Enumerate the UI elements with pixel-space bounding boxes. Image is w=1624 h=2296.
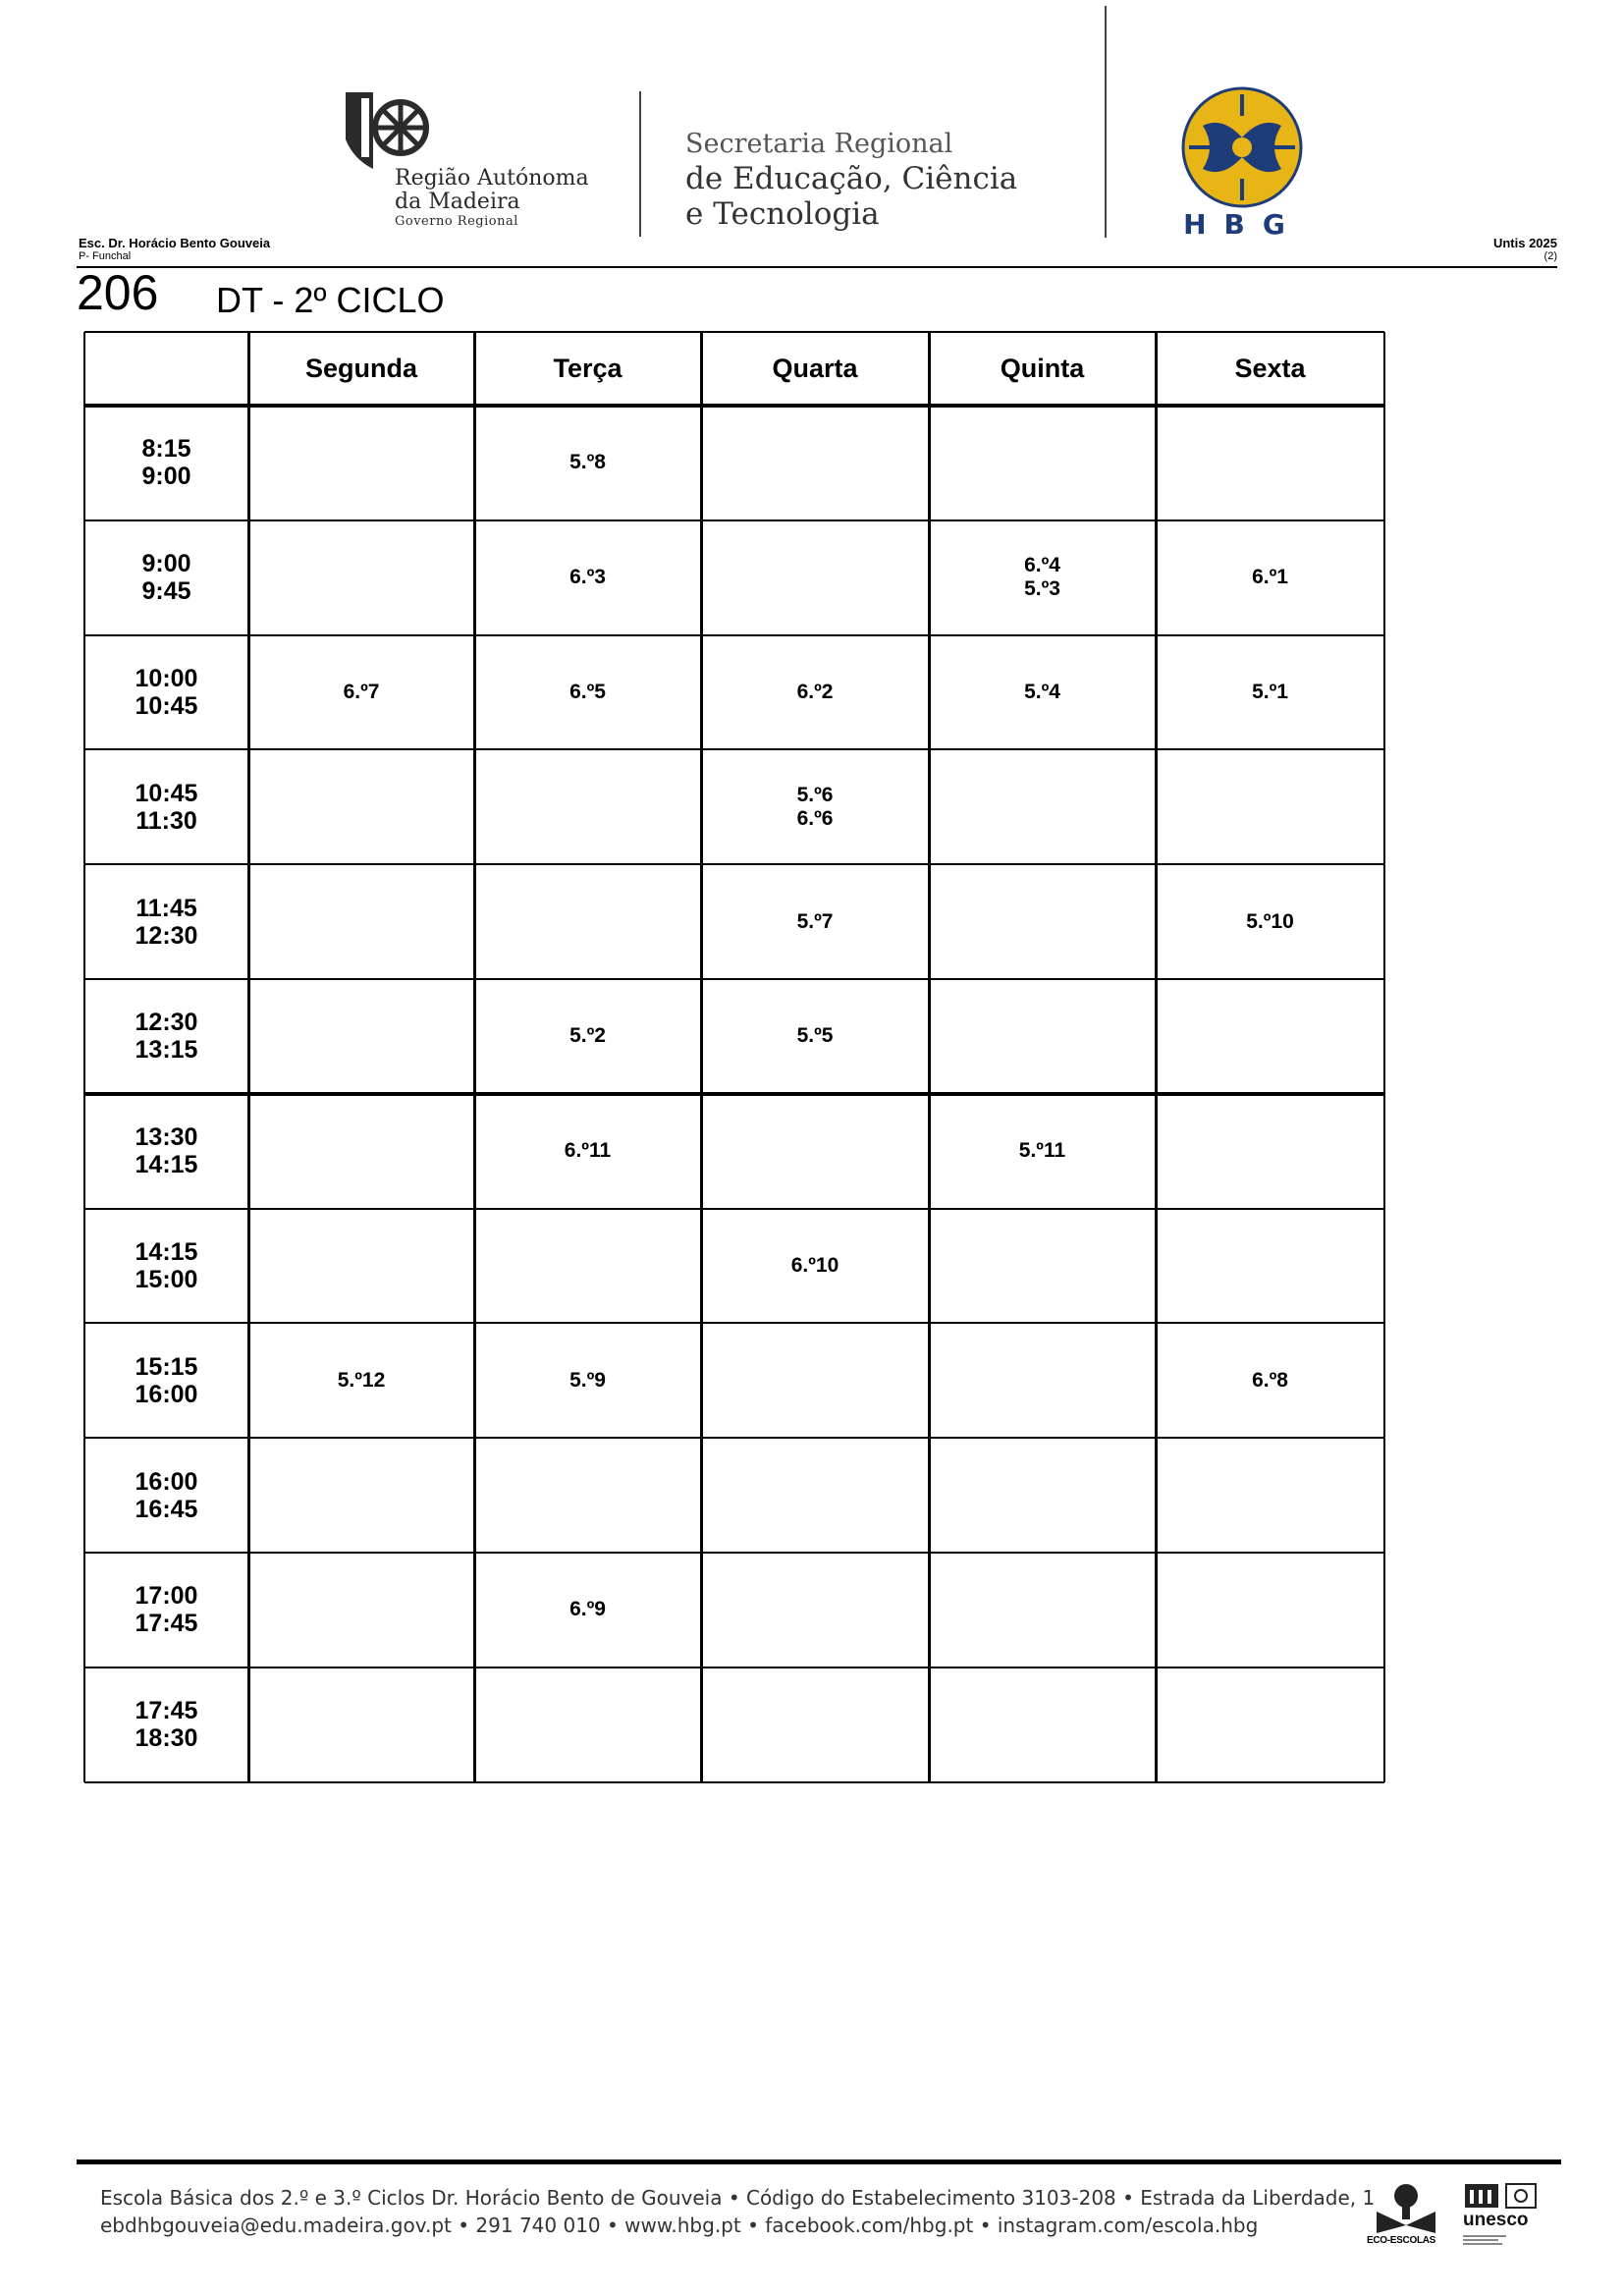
header-divider: [1105, 6, 1107, 238]
time-slot-cell: [84, 635, 248, 750]
footer-contacts-line: ebdhbgouveia@edu.madeira.gov.pt • 291 740 010 • www.hbg.pt • facebook.com/hbg.pt • instagram.com/escola.hbg: [100, 2214, 1259, 2237]
timetable-slot: [929, 1323, 1156, 1438]
eco-escolas-icon: [1369, 2182, 1443, 2235]
timetable-slot: [248, 864, 474, 979]
timetable-slot: [248, 635, 474, 750]
timetable-slot: [929, 406, 1156, 520]
time-end: 13:15: [135, 1036, 198, 1065]
timetable-slot: [1156, 1094, 1384, 1209]
secretaria-line2: de Educação, Ciência: [685, 161, 1018, 196]
timetable-slot: [474, 1094, 701, 1209]
secretaria-line1: Secretaria Regional: [685, 129, 953, 159]
time-start: 13:30: [135, 1123, 198, 1152]
time-start: 17:00: [135, 1582, 198, 1611]
timetable-slot: [929, 979, 1156, 1094]
time-start: 10:00: [135, 664, 198, 692]
class-label: 6.º6: [796, 806, 834, 830]
time-start: 10:45: [135, 779, 198, 807]
grid-hline: [84, 748, 1384, 750]
class-label: 5.º12: [337, 1368, 386, 1392]
header-divider: [639, 91, 641, 237]
time-end: 17:45: [135, 1610, 198, 1638]
time-slot-cell: [84, 1667, 248, 1782]
timetable-slot: [248, 520, 474, 635]
timetable-slot: [248, 1323, 474, 1438]
timetable-slot: [474, 1323, 701, 1438]
class-label: 5.º11: [1018, 1139, 1066, 1163]
timetable-slot: [1156, 406, 1384, 520]
time-slot-cell: [84, 1094, 248, 1209]
time-slot-cell: [84, 749, 248, 864]
timetable-slot: [474, 520, 701, 635]
class-label: 5.º5: [796, 1024, 834, 1048]
timetable-slot: [701, 1438, 929, 1553]
timetable-slot: [701, 1667, 929, 1782]
class-label: 6.º2: [796, 680, 834, 703]
software-version: Untis 2025: [1492, 236, 1557, 250]
timetable-slot: [701, 864, 929, 979]
timetable-slot: [248, 1667, 474, 1782]
timetable-slot: [701, 406, 929, 520]
regiao-autonoma-logo: [344, 90, 609, 238]
class-label: 6.º7: [343, 680, 380, 703]
timetable-slot: [474, 1209, 701, 1324]
timetable-slot: [929, 1667, 1156, 1782]
day-header: Quarta: [772, 354, 858, 383]
time-end: 12:30: [135, 921, 198, 950]
timetable-slot: [1156, 1667, 1384, 1782]
class-label: 5.º7: [796, 909, 834, 933]
timetable-slot: [1156, 520, 1384, 635]
grid-hline: [84, 331, 1384, 333]
grid-hline: [84, 863, 1384, 865]
day-header: Terça: [553, 354, 623, 383]
timetable-slot: [474, 635, 701, 750]
class-label: 6.º9: [569, 1598, 606, 1621]
class-label: 5.º6: [796, 783, 834, 806]
time-end: 9:45: [141, 577, 191, 606]
grid-vline: [83, 332, 85, 1782]
timetable-slot: [1156, 1553, 1384, 1667]
unesco-logo: [1463, 2182, 1542, 2247]
time-start: 17:45: [135, 1697, 198, 1725]
timetable-slot: [701, 635, 929, 750]
secretaria-regional-logo: [685, 128, 1017, 232]
eco-escolas-label: ECO-ESCOLAS: [1367, 2235, 1436, 2246]
time-slot-cell: [84, 1323, 248, 1438]
grid-hline: [84, 978, 1384, 980]
room-number: 206: [77, 265, 159, 320]
timetable-slot: [929, 1553, 1156, 1667]
unesco-temple-icon: [1463, 2182, 1542, 2210]
timetable-slot: [701, 520, 929, 635]
time-end: 14:15: [135, 1151, 198, 1179]
time-end: 11:30: [135, 806, 197, 835]
timetable-slot: [474, 1667, 701, 1782]
timetable-slot: [248, 406, 474, 520]
time-end: 9:00: [141, 463, 191, 491]
class-label: 6.º5: [569, 680, 606, 703]
grid-hline: [84, 1781, 1384, 1783]
page-number: (2): [1543, 250, 1557, 262]
grid-vline: [928, 332, 931, 1782]
time-slot-cell: [84, 979, 248, 1094]
class-label: 6.º1: [1252, 566, 1288, 589]
timetable-slot: [1156, 1209, 1384, 1324]
timetable-slot: [1156, 1438, 1384, 1553]
secretaria-line3: e Tecnologia: [685, 196, 880, 232]
footer-contacts: [100, 2184, 1375, 2239]
time-end: 16:45: [135, 1495, 198, 1523]
grid-hline: [84, 519, 1384, 521]
page-title: DT - 2º CICLO: [216, 280, 445, 320]
unesco-label: unesco: [1463, 2210, 1529, 2230]
timetable-slot: [701, 1553, 929, 1667]
time-start: 11:45: [135, 894, 197, 922]
time-start: 14:15: [135, 1237, 198, 1266]
timetable-slot: [701, 1323, 929, 1438]
school-city: P- Funchal: [79, 250, 132, 262]
timetable-slot: [929, 864, 1156, 979]
day-header: Quinta: [1000, 354, 1085, 383]
grid-vline: [1383, 332, 1385, 1782]
day-header: Segunda: [304, 354, 417, 383]
grid-vline: [473, 332, 476, 1782]
class-label: 5.º4: [1024, 680, 1060, 703]
grid-hline: [84, 1667, 1384, 1668]
class-label: 6.º4: [1024, 554, 1060, 577]
time-end: 16:00: [135, 1380, 198, 1408]
region-name-line2: da Madeira: [395, 190, 520, 214]
timetable-slot: [474, 406, 701, 520]
time-slot-cell: [84, 1553, 248, 1667]
time-start: 15:15: [135, 1352, 198, 1381]
timetable-slot: [248, 1209, 474, 1324]
footer-address: Escola Básica dos 2.º e 3.º Ciclos Dr. Horácio Bento de Gouveia • Código do Estabelecimento 3103-208 • Estrada da Liberdade, 1: [100, 2186, 1376, 2210]
timetable-slot: [248, 979, 474, 1094]
grid-hline: [84, 1092, 1384, 1096]
footer-rule: [77, 2159, 1561, 2164]
timetable-slot: [248, 1438, 474, 1553]
hbg-logo-text: HBG: [1183, 208, 1303, 241]
timetable-slot: [1156, 864, 1384, 979]
time-slot-cell: [84, 1438, 248, 1553]
class-label: 6.º8: [1252, 1368, 1288, 1392]
timetable-slot: [474, 864, 701, 979]
timetable-slot: [929, 1438, 1156, 1553]
timetable-slot: [248, 1094, 474, 1209]
timetable-slot: [1156, 979, 1384, 1094]
timetable-slot: [929, 635, 1156, 750]
timetable-slot: [474, 979, 701, 1094]
grid-hline: [84, 1437, 1384, 1439]
class-label: 5.º8: [569, 451, 606, 474]
time-end: 10:45: [135, 691, 198, 720]
class-label: 5.º3: [1024, 577, 1060, 601]
grid-vline: [1155, 332, 1158, 1782]
time-start: 16:00: [135, 1467, 198, 1496]
header-rule: [77, 266, 1557, 268]
class-label: 5.º10: [1246, 909, 1294, 933]
eco-escolas-logo: [1369, 2182, 1443, 2247]
timetable-slot: [929, 749, 1156, 864]
timetable-slot: [248, 749, 474, 864]
grid-vline: [700, 332, 703, 1782]
timetable-slot: [929, 1094, 1156, 1209]
grid-hline: [84, 1208, 1384, 1210]
timetable-slot: [701, 1209, 929, 1324]
grid-hline: [84, 634, 1384, 636]
time-start: 12:30: [135, 1009, 198, 1037]
timetable: [84, 332, 1384, 1791]
timetable-slot: [248, 1553, 474, 1667]
timetable-slot: [1156, 635, 1384, 750]
class-label: 5.º2: [569, 1024, 606, 1048]
time-end: 18:30: [135, 1724, 198, 1753]
time-slot-cell: [84, 520, 248, 635]
unesco-subtext: [1463, 2233, 1506, 2245]
time-slot-cell: [84, 406, 248, 520]
timetable-slot: [701, 979, 929, 1094]
hbg-school-logo: [1173, 86, 1311, 241]
time-slot-cell: [84, 864, 248, 979]
region-name-line3: Governo Regional: [395, 214, 518, 229]
grid-hline: [84, 1552, 1384, 1554]
timetable-slot: [1156, 749, 1384, 864]
timetable-slot: [474, 1438, 701, 1553]
grid-hline: [84, 404, 1384, 408]
grid-vline: [247, 332, 250, 1782]
timetable-slot: [474, 749, 701, 864]
timetable-slot: [701, 749, 929, 864]
header-corner-cell: [84, 332, 248, 406]
timetable-slot: [474, 1553, 701, 1667]
class-label: 6.º3: [569, 566, 606, 589]
class-label: 5.º9: [569, 1368, 606, 1392]
grid-hline: [84, 1322, 1384, 1324]
hbg-emblem-icon: [1173, 86, 1311, 208]
time-slot-cell: [84, 1209, 248, 1324]
time-end: 15:00: [135, 1265, 198, 1293]
class-label: 6.º11: [564, 1139, 612, 1163]
day-header: Sexta: [1234, 354, 1306, 383]
time-start: 8:15: [141, 435, 191, 464]
school-name: Esc. Dr. Horácio Bento Gouveia: [79, 236, 271, 250]
region-name-line1: Região Autónoma: [395, 166, 589, 191]
timetable-slot: [701, 1094, 929, 1209]
time-start: 9:00: [141, 550, 191, 578]
timetable-slot: [929, 520, 1156, 635]
timetable-slot: [929, 1209, 1156, 1324]
timetable-slot: [1156, 1323, 1384, 1438]
class-label: 5.º1: [1252, 680, 1288, 703]
class-label: 6.º10: [790, 1253, 839, 1277]
